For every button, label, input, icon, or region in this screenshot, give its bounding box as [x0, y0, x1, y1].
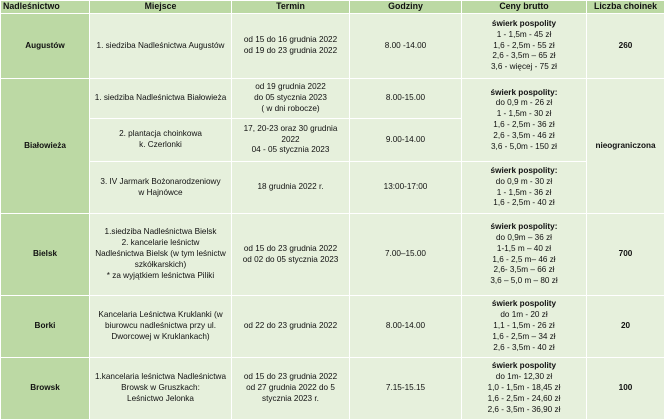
price-line: 1 - 1,5m - 30 zł	[464, 109, 584, 120]
place-cell	[90, 296, 232, 358]
count-cell: 100	[587, 358, 664, 420]
price-line: 1,6 - 2,5m – 34 zł	[464, 332, 584, 343]
price-species: świerk pospolity:	[464, 166, 584, 177]
place-line: 2. plantacja choinkowa	[92, 129, 229, 140]
price-species: świerk pospolity:	[464, 88, 584, 99]
hours-cell: 9.00-14.00	[350, 119, 462, 162]
price-line: do 1m- 12,30 zł	[464, 372, 584, 383]
nadlesnictwo-cell: Browsk	[1, 358, 90, 420]
nadlesnictwo-cell: Białowieża	[1, 79, 90, 214]
nadlesnictwo-cell: Bielsk	[1, 214, 90, 296]
place-cell	[90, 119, 232, 162]
table-row	[1, 79, 664, 119]
place-line: 1. siedziba Nadleśnictwa Białowieża	[92, 93, 229, 104]
table-row	[1, 14, 664, 79]
table-row	[1, 162, 664, 214]
term-line: od 22 do 23 grudnia 2022	[234, 321, 347, 332]
place-line: w Hajnówce	[92, 188, 229, 199]
price-line: do 0,9m – 36 zł	[464, 233, 584, 244]
price-species: świerk pospolity	[464, 19, 584, 30]
term-line: 18 grudnia 2022 r.	[234, 182, 347, 193]
price-line: 1,6 - 2,5m - 36 zł	[464, 120, 584, 131]
place-cell	[90, 162, 232, 214]
term-cell	[232, 79, 350, 119]
price-species: świerk pospolity	[464, 361, 584, 372]
table-row	[1, 296, 664, 358]
price-cell	[462, 162, 587, 214]
term-line: od 19 do 23 grudnia 2022	[234, 46, 347, 57]
price-line: 2,6 - 3,5m - 40 zł	[464, 343, 584, 354]
price-line: 1,6 - 2,5 m– 46 zł	[464, 255, 584, 266]
price-line: 1,0 - 1,5m - 18,45 zł	[464, 383, 584, 394]
price-line: 2,6 - 3,5m - 46 zł	[464, 131, 584, 142]
price-line: 1 - 1,5m - 45 zł	[464, 30, 584, 41]
count-cell: 20	[587, 296, 664, 358]
price-cell	[462, 214, 587, 296]
count-cell: nieograniczona	[587, 79, 664, 214]
place-line: k. Czerlonki	[92, 140, 229, 151]
term-line: od 15 do 23 grudnia 2022	[234, 244, 347, 255]
place-line: 1. siedziba Nadleśnictwa Augustów	[92, 41, 229, 52]
place-line: 2. kancelarie leśnictw	[92, 238, 229, 249]
term-line: od 15 do 16 grudnia 2022	[234, 35, 347, 46]
col-header-termin: Termin	[232, 1, 350, 14]
term-cell	[232, 214, 350, 296]
term-cell	[232, 296, 350, 358]
count-cell: 260	[587, 14, 664, 79]
place-line: 1.siedziba Nadleśnictwa Bielsk	[92, 227, 229, 238]
place-cell	[90, 79, 232, 119]
place-line: szkółkarskich)	[92, 260, 229, 271]
place-line: 3. IV Jarmark Bożonarodzeniowy	[92, 177, 229, 188]
term-line: stycznia 2023 r.	[234, 394, 347, 405]
nadlesnictwo-cell: Borki	[1, 296, 90, 358]
place-cell	[90, 14, 232, 79]
term-cell	[232, 14, 350, 79]
price-line: do 0,9 m - 26 zł	[464, 98, 584, 109]
term-line: od 27 grudnia 2022 do 5	[234, 383, 347, 394]
term-cell	[232, 162, 350, 214]
price-line: do 1m - 20 zł	[464, 310, 584, 321]
price-line: 3,6 - 5,0m - 150 zł	[464, 142, 584, 153]
price-cell	[462, 79, 587, 162]
price-cell	[462, 296, 587, 358]
price-line: 1,6 - 2,5m - 24,60 zł	[464, 394, 584, 405]
place-line: Nadleśnictwa Bielsk (w tym leśnictw	[92, 249, 229, 260]
term-line: od 15 do 23 grudnia 2022	[234, 372, 347, 383]
place-line: Browsk w Gruszkach:	[92, 383, 229, 394]
price-line: 1 - 1,5m - 36 zł	[464, 188, 584, 199]
term-line: ( w dni robocze)	[234, 104, 347, 115]
place-line: biurowcu nadleśnictwa przy ul.	[92, 321, 229, 332]
table-row	[1, 358, 664, 420]
price-line: 2,6 - 3,5m – 65 zł	[464, 51, 584, 62]
price-species: świerk pospolity:	[464, 222, 584, 233]
place-cell	[90, 214, 232, 296]
price-line: 1,6 - 2,5m - 40 zł	[464, 198, 584, 209]
hours-cell: 7.15-15.15	[350, 358, 462, 420]
price-cell	[462, 14, 587, 79]
term-cell	[232, 358, 350, 420]
price-line: 3,6 – 5,0 m – 80 zł	[464, 276, 584, 287]
price-cell	[462, 358, 587, 420]
hours-cell: 8.00-14.00	[350, 296, 462, 358]
term-line: 04 - 05 stycznia 2023	[234, 145, 347, 156]
col-header-ceny: Ceny brutto	[462, 1, 587, 14]
place-line: * za wyjątkiem leśnictwa Piliki	[92, 271, 229, 282]
place-line: Dworcowej w Kruklankach)	[92, 332, 229, 343]
price-line: 1,6 - 2,5m - 55 zł	[464, 41, 584, 52]
place-cell	[90, 358, 232, 420]
hours-cell: 13:00-17:00	[350, 162, 462, 214]
nadlesnictwo-cell: Augustów	[1, 14, 90, 79]
col-header-miejsce: Miejsce	[90, 1, 232, 14]
col-header-nadlesnictwo: Nadleśnictwo	[1, 1, 90, 14]
term-line: do 05 stycznia 2023	[234, 93, 347, 104]
term-line: od 02 do 05 stycznia 2023	[234, 255, 347, 266]
term-line: od 19 grudnia 2022	[234, 82, 347, 93]
price-line: 2,6- 3,5m – 66 zł	[464, 265, 584, 276]
header-row	[1, 1, 664, 14]
price-line: 3,6 - więcej - 75 zł	[464, 62, 584, 73]
hours-cell: 7.00–15.00	[350, 214, 462, 296]
price-line: do 0,9 m - 30 zł	[464, 177, 584, 188]
term-line: 17, 20-23 oraz 30 grudnia 2022	[234, 124, 347, 146]
price-species: świerk pospolity	[464, 299, 584, 310]
place-line: 1.kancelaria leśnictwa Nadleśnictwa	[92, 372, 229, 383]
col-header-godziny: Godziny	[350, 1, 462, 14]
col-header-liczba: Liczba choinek	[587, 1, 664, 14]
price-line: 2,6 - 3,5m - 36,90 zł	[464, 405, 584, 416]
count-cell: 700	[587, 214, 664, 296]
price-line: 1-1,5 m – 40 zł	[464, 244, 584, 255]
price-line: 1,1 - 1,5m - 26 zł	[464, 321, 584, 332]
place-line: Leśnictwo Jelonka	[92, 394, 229, 405]
table-row	[1, 214, 664, 296]
hours-cell: 8.00-15.00	[350, 79, 462, 119]
place-line: Kancelaria Leśnictwa Kruklanki (w	[92, 310, 229, 321]
hours-cell: 8.00 -14.00	[350, 14, 462, 79]
term-cell	[232, 119, 350, 162]
